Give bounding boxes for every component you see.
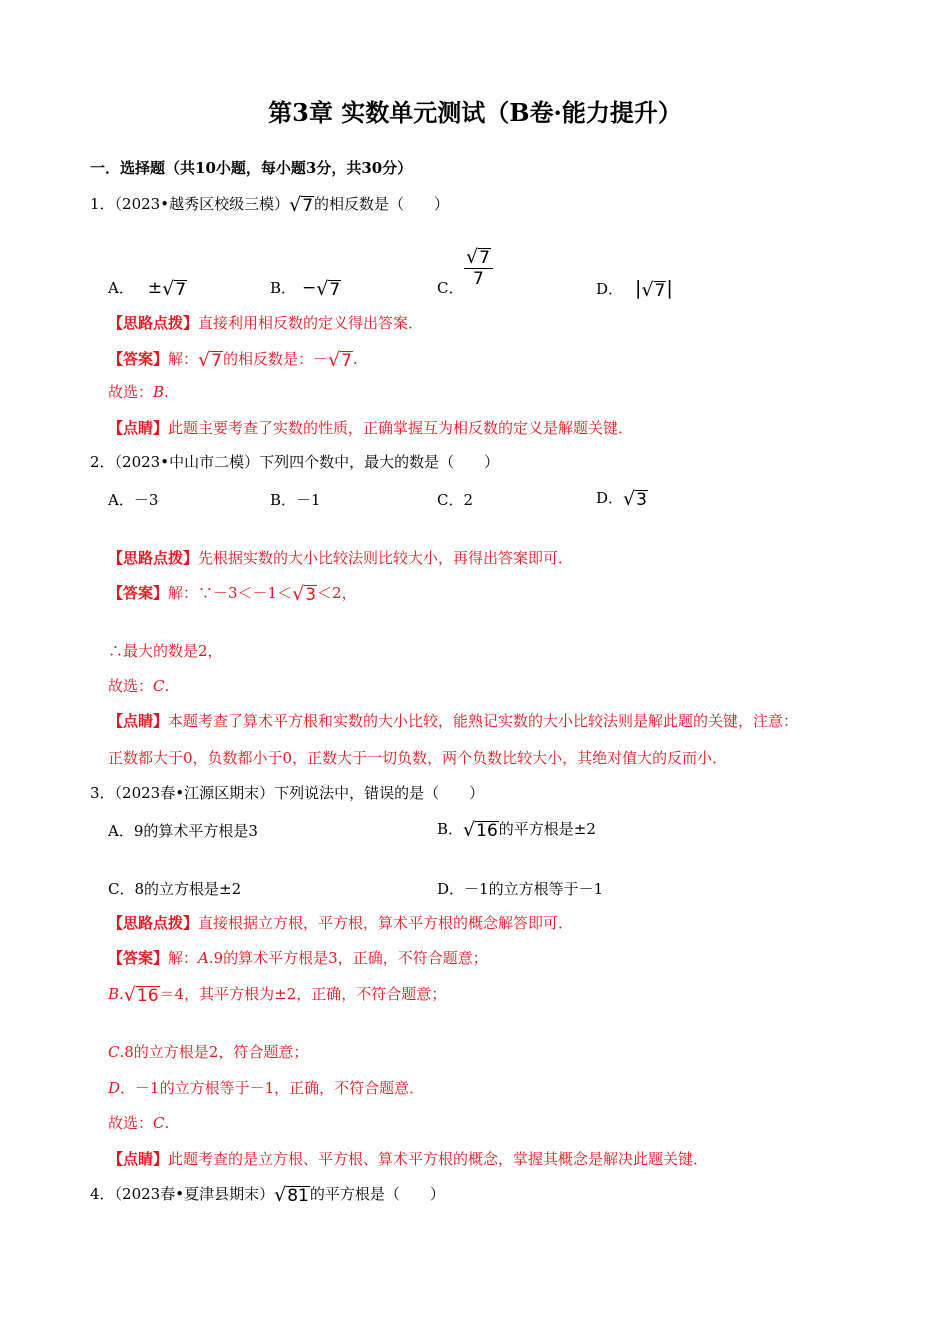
q2-choice: 故选：C. [108,677,170,695]
q3-option-a: A．9的算术平方根是3 [108,822,258,840]
q2-answer: 【答案】解：∵－3＜－1＜ √ 3 ＜2， [108,583,357,605]
sqrt-symbol: √ 16 [123,984,159,1006]
sqrt-symbol: √ 7 [466,246,490,268]
q1-choice: 故选：B. [108,383,169,401]
sqrt-symbol: √ 7 [162,278,187,300]
q3-hint: 【思路点拨】直接根据立方根，平方根，算术平方根的概念解答即可． [108,914,574,932]
q1-answer: 【答案】解： √ 7 的相反数是：－ √ 7 . [108,349,358,371]
q2-option-a: A．－3 [108,491,159,509]
q3-answer-line-d: D．－1的立方根等于－1，正确，不符合题意． [108,1079,425,1097]
sqrt-symbol: √ 7 [316,278,341,300]
sqrt-symbol: √ 7 [327,349,352,371]
question-3: 3．（2023春•江源区期末）下列说法中，错误的是（ ） [90,784,485,802]
sqrt-symbol: √ 3 [292,583,317,605]
q2-option-d: D． √ 3 [596,488,647,510]
sqrt-symbol: √ 81 [274,1184,309,1206]
q2-option-c: C．2 [437,491,474,509]
sqrt-symbol: √ 16 [463,819,498,841]
q1-option-c-fraction: √ 7 7 [464,246,493,289]
q1-hint: 【思路点拨】直接利用相反数的定义得出答案． [108,314,424,332]
q3-answer: 【答案】解：A.9的算术平方根是3，正确，不符合题意； [108,949,488,967]
sqrt-symbol: √ 3 [623,488,647,510]
sqrt-symbol: √ 7 [289,194,314,216]
q3-choice: 故选：C. [108,1114,170,1132]
section-header: 一．选择题（共10小题，每小题3分，共30分） [90,159,413,177]
q3-answer-line-c: C.8的立方根是2，符合题意； [108,1043,309,1061]
question-2: 2．（2023•中山市二模）下列四个数中，最大的数是（ ） [90,453,500,471]
q1-option-a: A． ± √ 7 [108,278,187,300]
q3-option-c: C．8的立方根是±2 [108,880,242,898]
q3-option-d: D．－1的立方根等于－1 [437,880,604,898]
q2-comment-line-2: 正数都大于0，负数都小于0，正数大于一切负数，两个负数比较大小，其绝对值大的反而小． [108,749,728,767]
q2-comment-line-1: 【点睛】本题考查了算术平方根和实数的大小比较，能熟记实数的大小比较法则是解此题的关键，注意： [108,712,799,730]
q1-option-b: B． − √ 7 [270,278,341,300]
page-title: 第3章 实数单元测试（B卷·能力提升） [268,98,682,127]
question-4: 4．（2023春•夏津县期末） √ 81 的平方根是（ ） [90,1184,445,1206]
q1-option-d: D． | √ 7 | [596,277,673,301]
q3-answer-line-b: B. √ 16 ＝4，其平方根为±2，正确，不符合题意； [108,984,447,1006]
sqrt-symbol: √ 7 [198,349,222,371]
q2-hint: 【思路点拨】先根据实数的大小比较法则比较大小，再得出答案即可． [108,549,574,567]
q2-option-b: B．－1 [270,491,321,509]
q1-comment: 【点睛】此题主要考查了实数的性质，正确掌握互为相反数的定义是解题关键． [108,419,634,437]
question-1: 1．（2023•越秀区校级三模） √ 7 的相反数是（ ） [90,194,450,216]
sqrt-symbol: √ 7 [641,279,666,301]
q3-comment: 【点睛】此题考查的是立方根、平方根、算术平方根的概念，掌握其概念是解决此题关键． [108,1150,709,1168]
q2-therefore: ∴最大的数是2， [108,642,223,660]
q3-option-b: B． √ 16 的平方根是±2 [437,819,596,841]
q1-option-c: C． [437,279,464,297]
